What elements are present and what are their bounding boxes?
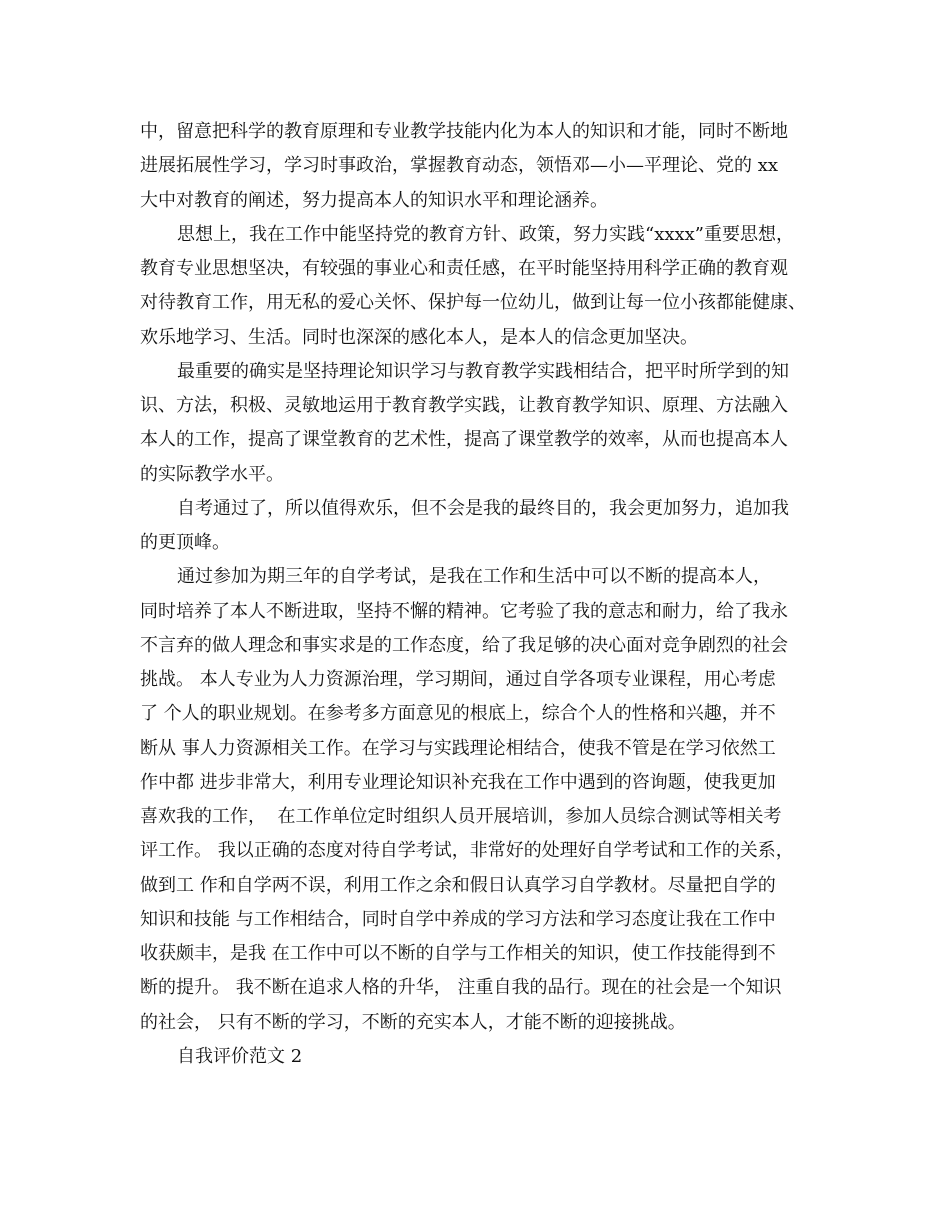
text-line: 识、方法，积极、灵敏地运用于教育教学实践，让教育教学知识、原理、方法融入 [140, 395, 788, 416]
text-line: 不言弃的做人理念和事实求是的工作态度，给了我足够的决心面对竞争剧烈的社会 [140, 634, 788, 656]
text-line: 了 个人的职业规划。在参考多方面意见的根底上，综合个人的性格和兴趣，并不 [140, 703, 776, 725]
document-body [140, 115, 830, 1074]
paragraph-start-line: 通过参加为期三年的自学考试，是我在工作和生活中可以不断的提高本人， [177, 566, 771, 588]
text-line: 评工作。 我以正确的态度对待自学考试，非常好的处理好自学考试和工作的关系， [140, 840, 794, 862]
paragraph-start-line: 思想上，我在工作中能坚持党的教育方针、政策，努力实践“xxxx”重要思想， [177, 223, 795, 245]
text-line: 断的提升。 我不断在追求人格的升华， 注重自我的品行。现在的社会是一个知识 [140, 977, 782, 999]
text-line: 本人的工作，提高了课堂教育的艺术性，提高了课堂教学的效率，从而也提高本人 [140, 429, 788, 451]
text-line: 教育专业思想坚决，有较强的事业心和责任感，在平时能坚持用科学正确的教育观 [140, 258, 788, 279]
text-line: 中，留意把科学的教育原理和专业教学技能内化为本人的知识和才能，同时不断地 [140, 121, 788, 142]
text-line: 作中都 进步非常大，利用专业理论知识补充我在工作中遇到的咨询题，使我更加 [140, 771, 776, 793]
paragraph-start-line: 自考通过了，所以值得欢乐，但不会是我的最终目的，我会更加努力，追加我 [177, 497, 789, 519]
paragraph-start-line: 最重要的确实是坚持理论知识学习与教育教学实践相结合，把平时所学到的知 [177, 360, 789, 382]
text-line: 欢乐地学习、生活。同时也深深的感化本人，是本人的信念更加坚决。 [140, 326, 698, 348]
text-line: 的社会， 只有不断的学习，不断的充实本人，才能不断的迎接挑战。 [140, 1011, 686, 1033]
text-line: 知识和技能 与工作相结合，同时自学中养成的学习方法和学习态度让我在工作中 [140, 908, 776, 930]
text-line: 同时培养了本人不断进取，坚持不懈的精神。它考验了我的意志和耐力，给了我永 [140, 600, 788, 622]
text-line: 喜欢我的工作， 在工作单位定时组织人员开展培训，参加人员综合测试等相关考 [140, 806, 782, 827]
text-line: 做到工 作和自学两不误，利用工作之余和假日认真学习自学教材。尽量把自学的 [140, 874, 776, 896]
text-line: 挑战。 本人专业为人力资源治理，学习期间，通过自学各项专业课程，用心考虑 [140, 669, 776, 690]
text-line: 断从 事人力资源相关工作。在学习与实践理论相结合，使我不管是在学习依然工 [140, 737, 776, 759]
section-heading: 自我评价范文 2 [177, 1045, 303, 1067]
text-line: 的更顶峰。 [140, 532, 230, 553]
text-line: 收获颇丰，是我 在工作中可以不断的自学与工作相关的知识，使工作技能得到不 [140, 943, 776, 964]
text-line: 进展拓展性学习，学习时事政治，掌握教育动态，领悟邓—小—平理论、党的 xx [140, 155, 779, 177]
text-line: 大中对教育的阐述，努力提高本人的知识水平和理论涵养。 [140, 189, 608, 211]
text-line: 对待教育工作，用无私的爱心关怀、保护每一位幼儿，做到让每一位小孩都能健康、 [140, 292, 806, 314]
text-line: 的实际教学水平。 [140, 463, 284, 485]
